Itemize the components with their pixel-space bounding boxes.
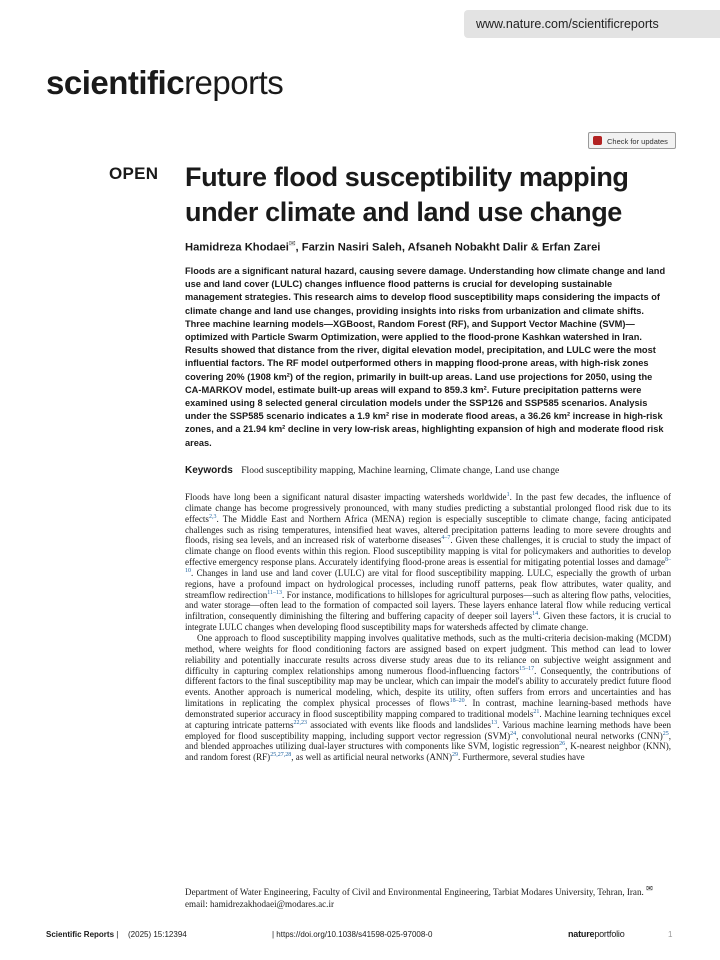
author-list: Hamidreza Khodaei✉, Farzin Nasiri Saleh, Afsaneh Nobakht Dalir & Erfan Zarei: [185, 239, 601, 254]
keywords-list: Flood susceptibility mapping, Machine learning, Climate change, Land use change: [241, 465, 560, 476]
email-icon: ✉: [646, 884, 653, 893]
author-name[interactable]: Hamidreza Khodaei: [185, 241, 289, 254]
citation-link[interactable]: 22,23: [293, 719, 308, 726]
author-name[interactable]: Farzin Nasiri Saleh: [301, 241, 402, 254]
article-title: Future flood susceptibility mapping under climate and land use change: [185, 162, 629, 227]
journal-logo-bold: scientific: [46, 64, 185, 101]
citation-link[interactable]: 1: [506, 491, 510, 498]
page-number: 1: [668, 930, 673, 939]
journal-logo-light: reports: [184, 64, 284, 101]
citation-link[interactable]: 26: [559, 741, 566, 748]
site-url[interactable]: www.nature.com/scientificreports: [464, 10, 720, 38]
body-paragraph: Floods have long been a significant natural disaster impacting watersheds worldwide$^1$. In the past few decades, the influence of climate change has become progressively pronounced, with many studies predicting a substantial prolonged flood risk due to its effects$^{2,3}$. The Middle East and Northern Africa (MENA) region is especially susceptible to climate change, facing anticipated challenges such as rising temperatures, intensified heat waves, altered precipitation patterns leading to more severe droughts and floods, rising sea levels, and an increased risk of waterborne diseases$^{4-7}$. Given these challenges, it is crucial to study the impact of climate change on flood events within this region. Flood susceptibility mapping is vital for policymakers and authorities to develop effective emergency response plans. Accurately identifying flood-prone areas is essential for mitigating potential losses and damage$^{8-10}$. Changes in land use and land cover (LULC) are vital for flood susceptibility mapping. LULC, especially the growth of urban regions, have a profound impact on hydrological processes, including runoff patterns, peak flow attributes, water quality, and streamflow redirection$^{11-13}$. For instance, modifications to hillslopes for agricultural purposes—such as altering flow paths, velocities, and water storage—often lead to the formation of compacted soil layers. These layers enhance lateral flow while reducing vertical infiltration, consequently diminishing the filtering and buffering capacity of deeper soil layers$^{14}$. Given these factors, it is crucial to integrate LULC changes when developing flood susceptibility maps for watersheds affected by climate change.: [185, 491, 672, 633]
body-paragraph: One approach to flood susceptibility mapping involves qualitative methods, such as the multi-criteria decision-making (MCDM) method, where weights for flood conditioning factors are assigned based on expert judgment. This method can lead to lower reliability and potentially inaccurate results across diverse study areas due to its reliance on subjective weight assignment and difficulty in capturing complex relationships among numerous flood-influencing factors$^{15-17}$. Consequently, the contributions of different factors to the final susceptibility map may be unclear, which can impair the model's ability to accurately predict future flood events. Another approach is numerical modeling, which, despite its utility, often suffers from errors and uncertainties and has limitations in replicating the complex physical processes of flows$^{18-20}$. In contrast, machine learning-based methods have demonstrated superior accuracy in flood susceptibility mapping compared to traditional models$^{21}$. Machine learning techniques excel at capturing intricate patterns$^{22,23}$ associated with events like floods and landslides$^{13}$. Various machine learning methods have been employed for flood susceptibility mapping, including support vector regression (SVM)$^{24}$, convolutional neural networks (CNN)$^{25}$, and blended approaches utilizing dual-layer structures with components like SVM, logistic regression$^{26}$, K-nearest neighbor (KNN), and random forest (RF)$^{25,27,28}$, as well as artificial neural networks (ANN)$^{29}$. Furthermore, several studies have: [185, 632, 671, 763]
open-access-label: OPEN: [109, 164, 159, 183]
author-name[interactable]: Erfan Zarei: [541, 241, 601, 254]
citation-link[interactable]: 18–20: [449, 698, 465, 705]
crossmark-icon: [593, 136, 602, 145]
citation-link[interactable]: 15–17: [519, 665, 535, 672]
citation-link[interactable]: 4–7: [441, 535, 451, 542]
check-for-updates-button[interactable]: [588, 132, 676, 149]
citation-link[interactable]: 24: [510, 730, 517, 737]
citation-link[interactable]: 11–13: [267, 589, 283, 596]
citation-link[interactable]: 21: [533, 708, 540, 715]
keywords-section: [185, 465, 671, 476]
citation-link[interactable]: 2,3: [208, 513, 217, 520]
citation-link[interactable]: 25: [662, 730, 669, 737]
citation-link[interactable]: 25,27,28: [270, 752, 292, 759]
keywords-label: Keywords: [185, 465, 233, 476]
affiliation-text: Department of Water Engineering, Faculty of Civil and Environmental Engineering, Tarbiat Modares University, Tehran, Iran.: [185, 887, 644, 898]
author-name[interactable]: Afsaneh Nobakht Dalir: [407, 241, 528, 254]
affiliation: [185, 883, 671, 910]
citation-link[interactable]: 14: [532, 611, 539, 618]
citation-link[interactable]: 29: [451, 752, 458, 759]
mail-icon[interactable]: ✉: [288, 239, 296, 248]
citation-link[interactable]: 8–10: [185, 557, 671, 574]
citation-link[interactable]: 13: [491, 719, 498, 726]
footer-doi-link[interactable]: | https://doi.org/10.1038/s41598-025-97008-0: [272, 930, 433, 939]
journal-logo[interactable]: [46, 64, 283, 102]
footer-journal: Scientific Reports |: [46, 930, 119, 939]
publisher-logo: natureportfolio: [568, 929, 625, 939]
abstract: Floods are a significant natural hazard, causing severe damage. Understanding how climate change and land use and land cover (LULC) changes influence flood patterns is crucial for developing sustainable management strategies. This research aims to develop flood susceptibility maps considering the impacts of climate change and land use changes, providing insights into risks from urbanization and climate shifts. Three machine learning models—XGBoost, Random Forest (RF), and Support Vector Machine (SVM)—optimized with Particle Swarm Optimization, were applied to the flood-prone Kashkan watershed in Iran. Results showed that distance from the river, digital elevation model, precipitation, and LULC were the most influential factors. The RF model outperformed others in mapping flood-prone areas, with high-risk zones covering 20% (1908 km²) of the region, primarily in built-up areas. Land use projections for 2050, using the CA-MARKOV model, estimate built-up areas will expand to 859.3 km². Future precipitation patterns were examined using 8 selected general circulation models under the SSP126 and SSP585 scenarios. Analysis under the SSP585 scenario indicates a 1.9 km² rise in moderate flood areas, a 36.26 km² increase in high-risk zones, and a 21.94 km² decline in very low-risk areas, highlighting expansion of high and moderate flood risk areas.: [185, 266, 666, 448]
footer-volume: (2025) 15:12394: [128, 930, 187, 939]
check-for-updates-label: Check for updates: [607, 137, 668, 146]
author-email[interactable]: email: hamidrezakhodaei@modares.ac.ir: [185, 898, 335, 909]
body-text: [185, 492, 671, 763]
